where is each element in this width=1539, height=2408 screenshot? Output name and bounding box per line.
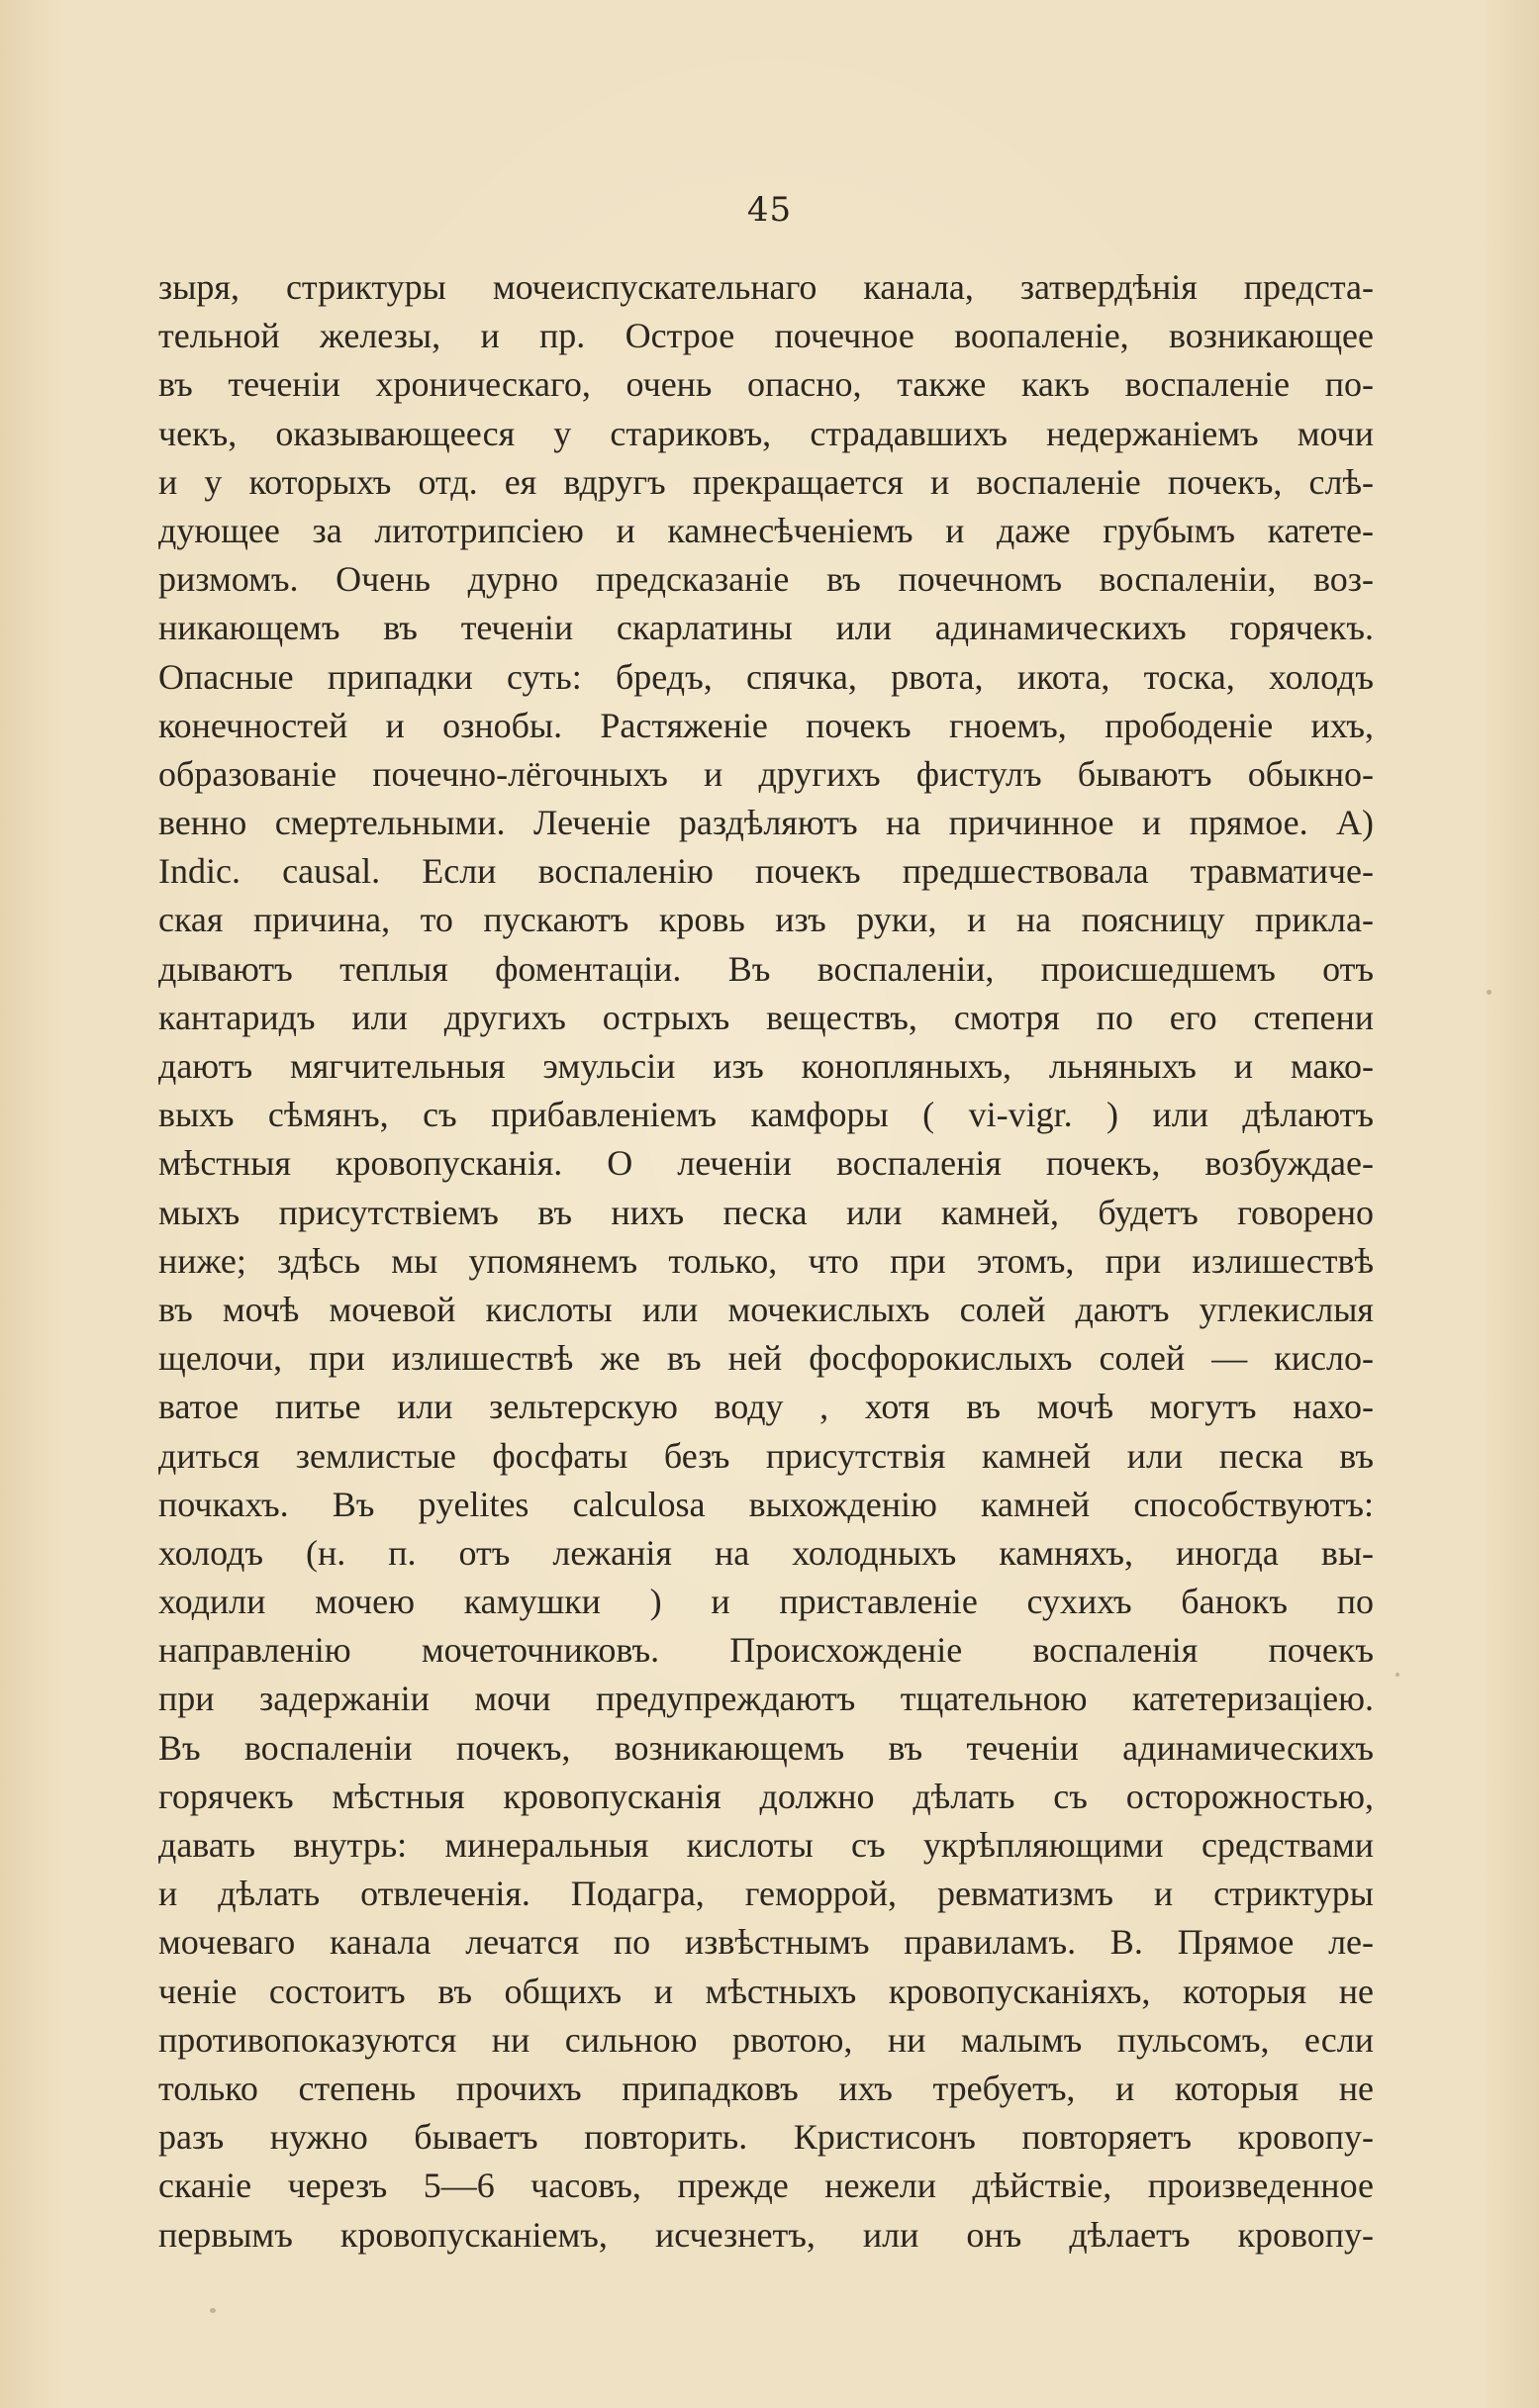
- text-line: дующее за литотрипсіею и камнесѣченіемъ и даже грубымъ катете-: [158, 510, 1374, 550]
- body-text: [158, 263, 1374, 2260]
- paper-speck: [1487, 990, 1491, 995]
- text-line: давать внутрь: минеральныя кислоты съ укрѣпляющими средствами: [158, 1825, 1374, 1865]
- text-line: первымъ кровопусканіемъ, исчезнетъ, или онъ дѣлаетъ кровопу-: [158, 2214, 1374, 2255]
- text-line: направленію мочеточниковъ. Происхожденіе воспаленія почекъ: [158, 1630, 1374, 1671]
- text-line: холодъ (н. п. отъ лежанія на холодныхъ камняхъ, иногда вы-: [158, 1532, 1374, 1573]
- text-line: разъ нужно бываетъ повторить. Кристисонъ повторяетъ кровопу-: [158, 2117, 1374, 2158]
- page-number: 45: [746, 190, 793, 230]
- text-line: Indic. causal. Если воспаленію почекъ предшествовала травматиче-: [158, 851, 1374, 892]
- text-line: конечностей и ознобы. Растяженіе почекъ гноемъ, прободеніе ихъ,: [158, 705, 1374, 745]
- text-line: ризмомъ. Очень дурно предсказаніе въ почечномъ воспаленіи, воз-: [158, 559, 1374, 600]
- text-line: только степень прочихъ припадковъ ихъ требуетъ, и которыя не: [158, 2068, 1374, 2108]
- paper-speck: [210, 2308, 216, 2313]
- text-line: горячекъ мѣстныя кровопусканія должно дѣлать съ осторожностью,: [158, 1776, 1374, 1816]
- text-line: дываютъ теплыя фоментаціи. Въ воспаленіи, происшедшемъ отъ: [158, 948, 1374, 989]
- text-line: зыря, стриктуры мочеиспускательнаго канала, затвердѣнія предста-: [158, 267, 1374, 307]
- text-line: никающемъ въ теченіи скарлатины или адинамическихъ горячекъ.: [158, 608, 1374, 648]
- text-line: выхъ сѣмянъ, съ прибавленіемъ камфоры ( vi-vigr. ) или дѣлаютъ: [158, 1095, 1374, 1135]
- text-line: ходили мочею камушки ) и приставленіе сухихъ банокъ по: [158, 1582, 1374, 1622]
- text-line: тельной железы, и пр. Острое почечное воопаленіе, возникающее: [158, 316, 1374, 356]
- text-line: чекъ, оказывающееся у стариковъ, страдавшихъ недержаніемъ мочи: [158, 413, 1374, 453]
- text-line: Въ воспаленіи почекъ, возникающемъ въ теченіи адинамическихъ: [158, 1727, 1374, 1768]
- text-line: ская причина, то пускаютъ кровь изъ руки, и на поясницу прикла-: [158, 900, 1374, 940]
- text-line: мѣстныя кровопусканія. О леченіи воспаленія почекъ, возбуждае-: [158, 1143, 1374, 1184]
- text-line: кантаридъ или другихъ острыхъ веществъ, смотря по его степени: [158, 997, 1374, 1037]
- text-line: щелочи, при излишествѣ же въ ней фосфорокислыхъ солей — кисло-: [158, 1338, 1374, 1379]
- text-line: сканіе черезъ 5—6 часовъ, прежде нежели дѣйствіе, произведенное: [158, 2166, 1374, 2206]
- text-line: ниже; здѣсь мы упомянемъ только, что при этомъ, при излишествѣ: [158, 1240, 1374, 1281]
- text-line: въ теченіи хроническаго, очень опасно, также какъ воспаленіе по-: [158, 364, 1374, 405]
- text-line: мочеваго канала лечатся по извѣстнымъ правиламъ. В. Прямое ле-: [158, 1922, 1374, 1963]
- text-line: и у которыхъ отд. ея вдругъ прекращается и воспаленіе почекъ, слѣ-: [158, 461, 1374, 502]
- text-line: при задержаніи мочи предупреждаютъ тщательною катетеризаціею.: [158, 1679, 1374, 1719]
- text-line: ченіе состоитъ въ общихъ и мѣстныхъ кровопусканіяхъ, которыя не: [158, 1971, 1374, 2011]
- text-line: Опасные припадки суть: бредъ, спячка, рвота, икота, тоска, холодъ: [158, 656, 1374, 697]
- text-line: и дѣлать отвлеченія. Подагра, геморрой, ревматизмъ и стриктуры: [158, 1874, 1374, 1914]
- text-line: почкахъ. Въ pyelites calculosa выхожденію камней способствуютъ:: [158, 1484, 1374, 1524]
- text-line: даютъ мягчительныя эмульсіи изъ конопляныхъ, льняныхъ и мако-: [158, 1046, 1374, 1086]
- text-line: противопоказуются ни сильною рвотою, ни малымъ пульсомъ, если: [158, 2019, 1374, 2060]
- text-line: образованіе почечно-лёгочныхъ и другихъ фистулъ бываютъ обыкно-: [158, 753, 1374, 794]
- text-line: ватое питье или зельтерскую воду , хотя въ мочѣ могутъ нахо-: [158, 1387, 1374, 1427]
- text-line: венно смертельными. Леченіе раздѣляютъ на причинное и прямое. А): [158, 803, 1374, 843]
- text-line: диться землистые фосфаты безъ присутствія камней или песка въ: [158, 1435, 1374, 1476]
- text-line: въ мочѣ мочевой кислоты или мочекислыхъ солей даютъ углекислыя: [158, 1289, 1374, 1329]
- paper-speck: [1395, 1673, 1399, 1677]
- text-line: мыхъ присутствіемъ въ нихъ песка или камней, будетъ говорено: [158, 1192, 1374, 1232]
